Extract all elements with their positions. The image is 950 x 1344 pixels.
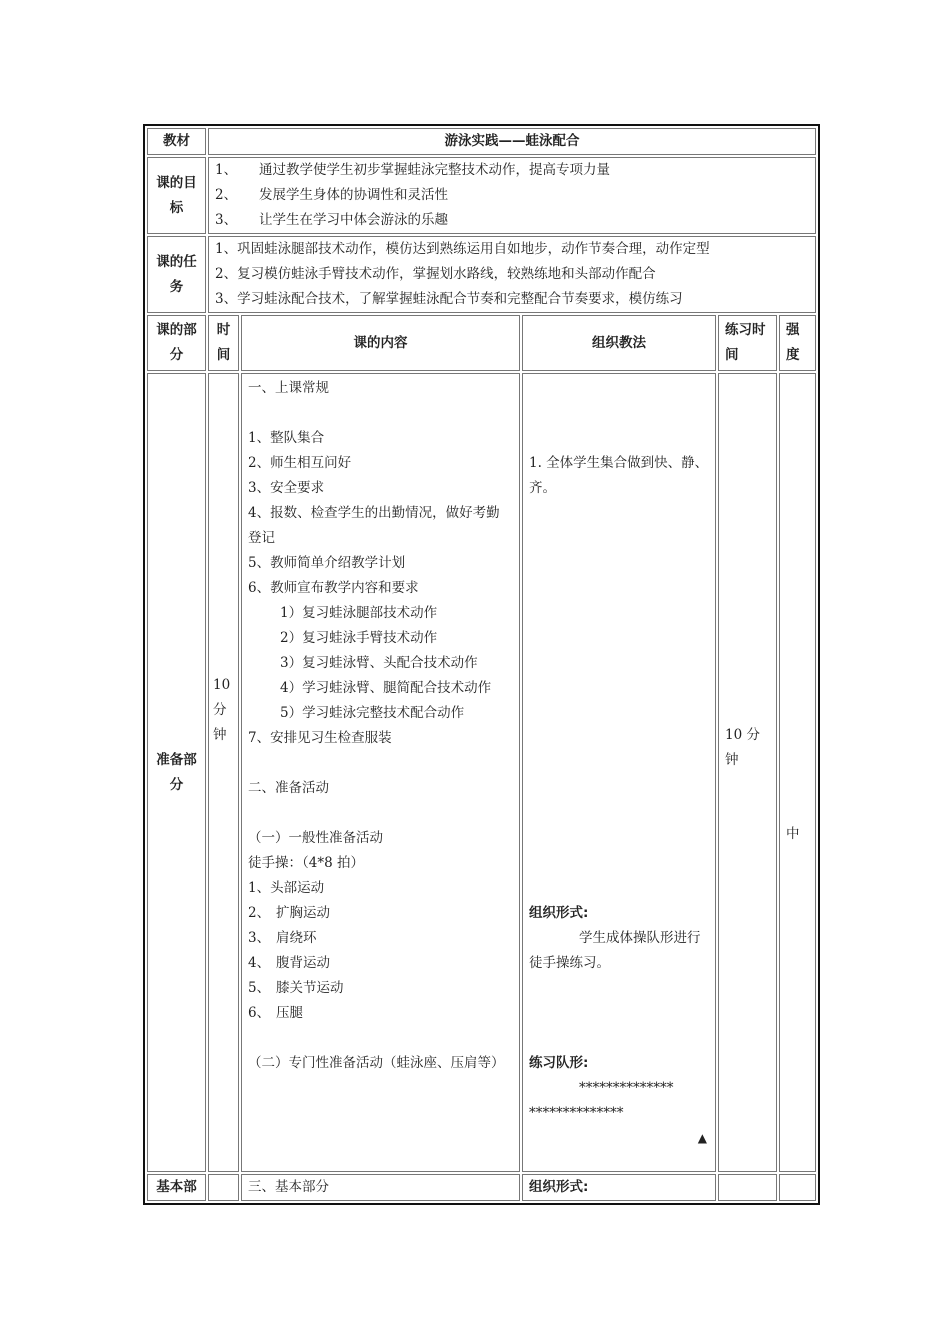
basic-practice-time <box>718 1174 777 1201</box>
col-method: 组织教法 <box>522 315 716 371</box>
task-item: 2、复习模仿蛙泳手臂技术动作，掌握划水路线，较熟练地和头部动作配合 <box>215 266 656 282</box>
prep-content <box>241 373 520 1172</box>
goal-item: 1、 通过教学使学生初步掌握蛙泳完整技术动作，提高专项力量 <box>215 162 610 178</box>
task-list <box>208 236 816 313</box>
material-row <box>147 128 816 155</box>
prep-row <box>147 373 816 1172</box>
goal-label: 课的目 标 <box>147 157 206 234</box>
routine-item: 4、报数、检查学生的出勤情况，做好考勤登记 <box>248 505 500 546</box>
routine-item: 3、安全要求 <box>248 480 325 496</box>
section-title: 二、准备活动 <box>248 780 329 796</box>
routine-item: 1、整队集合 <box>248 430 325 446</box>
routine-item: 2、师生相互问好 <box>248 455 352 471</box>
col-content: 课的内容 <box>241 315 520 371</box>
organization-form-label: 组织形式: <box>529 905 589 921</box>
exercise-item: 4、 腹背运动 <box>248 955 330 971</box>
col-intensity: 强 度 <box>779 315 816 371</box>
sub-item: 4）学习蛙泳臂、腿简配合技术动作 <box>280 680 492 696</box>
basic-content: 三、基本部分 <box>241 1174 520 1201</box>
formation-row-2: ************** <box>529 1105 624 1121</box>
basic-intensity <box>779 1174 816 1201</box>
prep-method <box>522 373 716 1172</box>
lesson-plan-table <box>143 124 820 1205</box>
exercise-item: 6、 压腿 <box>248 1005 303 1021</box>
organization-form-text: 学生成体操队形进行徒手操练习。 <box>529 930 701 971</box>
exercise-item: 1、头部运动 <box>248 880 325 896</box>
routine-item: 7、安排见习生检查服装 <box>248 730 392 746</box>
prep-part-label: 准备部 分 <box>147 373 206 1172</box>
prep-intensity: 中 <box>779 373 816 1172</box>
prep-time: 10 分 钟 <box>208 373 239 1172</box>
bare-hand-exercise: 徒手操：（4*8 拍） <box>248 855 364 871</box>
routine-item: 5、教师简单介绍教学计划 <box>248 555 406 571</box>
routine-item: 6、教师宣布教学内容和要求 <box>248 580 419 596</box>
material-title: 游泳实践——蛙泳配合 <box>208 128 816 155</box>
sub-item: 2）复习蛙泳手臂技术动作 <box>280 630 438 646</box>
basic-method: 组织形式: <box>522 1174 716 1201</box>
basic-row <box>147 1174 816 1201</box>
task-label: 课的任 务 <box>147 236 206 313</box>
material-label-text: 教材 <box>163 133 190 149</box>
material-label <box>147 128 206 155</box>
teacher-marker-icon: ▲ <box>697 1131 707 1145</box>
exercise-item: 2、 扩胸运动 <box>248 905 330 921</box>
goal-item: 2、 发展学生身体的协调性和灵活性 <box>215 187 448 203</box>
gather-instruction: 1. 全体学生集合做到快、静、齐。 <box>529 455 709 496</box>
task-row <box>147 236 816 313</box>
col-practice-time: 练习时 间 <box>718 315 777 371</box>
sub-item: 5）学习蛙泳完整技术配合动作 <box>280 705 465 721</box>
basic-part-label: 基本部 <box>147 1174 206 1201</box>
col-time: 时 间 <box>208 315 239 371</box>
sub-item: 3）复习蛙泳臂、头配合技术动作 <box>280 655 478 671</box>
column-header-row <box>147 315 816 371</box>
general-warmup-title: （一）一般性准备活动 <box>248 830 383 846</box>
sub-item: 1）复习蛙泳腿部技术动作 <box>280 605 438 621</box>
task-item: 3、学习蛙泳配合技术，了解掌握蛙泳配合节奏和完整配合节奏要求，模仿练习 <box>215 291 683 307</box>
prep-practice-time: 10 分 钟 <box>718 373 777 1172</box>
goal-row <box>147 157 816 234</box>
special-warmup-title: （二）专门性准备活动（蛙泳座、压肩等） <box>248 1055 505 1071</box>
formation-row-1: ************** <box>579 1080 674 1096</box>
goal-item: 3、 让学生在学习中体会游泳的乐趣 <box>215 212 448 228</box>
formation-label: 练习队形: <box>529 1055 589 1071</box>
col-part: 课的部 分 <box>147 315 206 371</box>
task-item: 1、巩固蛙泳腿部技术动作，模仿达到熟练运用自如地步，动作节奏合理，动作定型 <box>215 241 710 257</box>
goal-list <box>208 157 816 234</box>
exercise-item: 5、 膝关节运动 <box>248 980 344 996</box>
exercise-item: 3、 肩绕环 <box>248 930 317 946</box>
basic-time <box>208 1174 239 1201</box>
section-title: 一、上课常规 <box>248 380 329 396</box>
